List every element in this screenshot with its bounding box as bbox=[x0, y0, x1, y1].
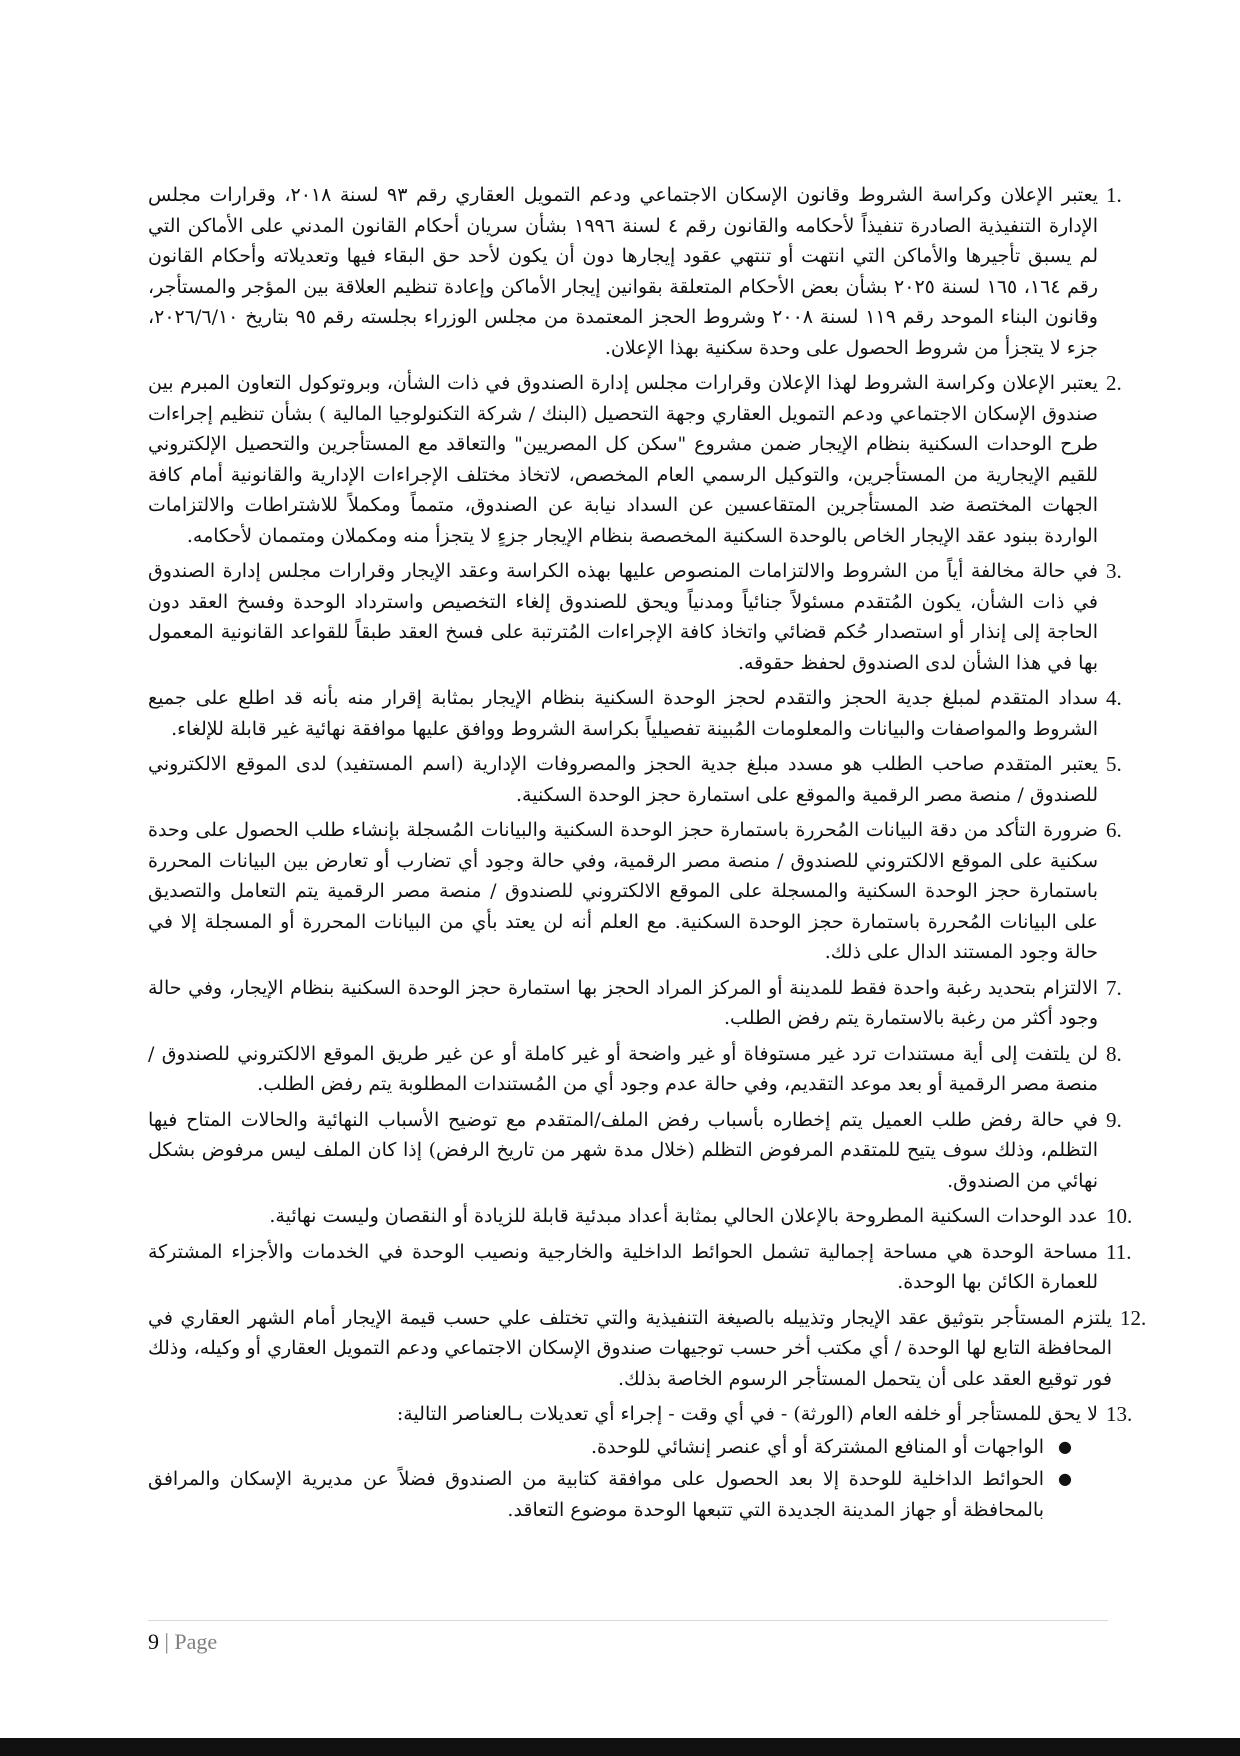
list-item bbox=[148, 180, 1148, 363]
page-number: 9 bbox=[148, 1629, 159, 1654]
item-number: 10. bbox=[1106, 1204, 1133, 1228]
list-item bbox=[148, 683, 1148, 744]
bullet-text: الواجهات أو المنافع المشتركة أو أي عنصر إنشائي للوحدة. bbox=[590, 1435, 1044, 1458]
item-number: 2. bbox=[1106, 371, 1122, 395]
list-item bbox=[148, 1237, 1148, 1298]
item-text: يعتبر المتقدم صاحب الطلب هو مسدد مبلغ جدية الحجز والمصروفات الإدارية (اسم المستفيد) لدى الموقع الالكتروني للصندوق / منصة مصر الرقمية والموقع على استمارة حجز الوحدة السكنية. bbox=[148, 753, 1098, 806]
bottom-border-bar bbox=[0, 1738, 1240, 1756]
item-text: ضرورة التأكد من دقة البيانات المُحررة باستمارة حجز الوحدة السكنية والبيانات المُسجلة بإنشاء طلب الحصول على وحدة سكنية على الموقع الالكتروني للصندوق / منصة مصر الرقمية، وفي حالة وجود أي تضارب أو تعارض بين البيانات المحررة باستمارة حجز الوحدة السكنية والمسجلة على الموقع الالكتروني للصندوق / منصة مصر الرقمية يتم التعامل والتصديق على البيانات المُحررة باستمارة حجز الوحدة السكنية. مع العلم أنه لن يعتد بأي من البيانات المحررة أو المسجلة إلا في حالة وجود المستند الدال على ذلك. bbox=[148, 819, 1098, 963]
bullet-icon: ● bbox=[1058, 1469, 1072, 1488]
bullet-item bbox=[148, 1432, 1072, 1463]
item-number: 5. bbox=[1106, 752, 1122, 776]
item-text: في حالة رفض طلب العميل يتم إخطاره بأسباب رفض الملف/المتقدم مع توضيح الأسباب النهائية والحالات المتاح فيها التظلم، وذلك سوف يتيح للمتقدم المرفوض التظلم (خلال مدة شهر من تاريخ الرفض) إذا كان الملف ليس مرفوض بشكل نهائي من الصندوق. bbox=[148, 1108, 1098, 1192]
item-text: يلتزم المستأجر بتوثيق عقد الإيجار وتذييله بالصيغة التنفيذية والتي تختلف علي حسب قيمة الإيجار أمام الشهر العقاري في المحافظة التابع لها الوحدة / أي مكتب أخر حسب توجيهات صندوق الإسكان الاجتماعي ودعم التمويل العقاري أو وكيله، وذلك فور توقيع العقد على أن يتحمل المستأجر الرسوم الخاصة بذلك. bbox=[148, 1306, 1112, 1390]
item-number: 12. bbox=[1120, 1305, 1147, 1330]
item-text: لا يحق للمستأجر أو خلفه العام (الورثة) - في أي وقت - إجراء أي تعديلات بـالعناصر التالية: bbox=[396, 1403, 1098, 1425]
footer-separator: | bbox=[159, 1629, 175, 1654]
item-text: في حالة مخالفة أياً من الشروط والالتزامات المنصوص عليها بهذه الكراسة وعقد الإيجار وقرارات مجلس إدارة الصندوق في ذات الشأن، يكون المُتقدم مسئولاً جنائياً ومدنياً ويحق للصندوق إلغاء التخصيص واسترداد الوحدة وفسخ العقد دون الحاجة إلى إنذار أو استصدار حُكم قضائي واتخاذ كافة الإجراءات المُترتبة على فسخ العقد طبقاً للقواعد القانونية المعمول بها في هذا الشأن لدى الصندوق لحفظ حقوقه. bbox=[148, 560, 1098, 674]
item-number: 8. bbox=[1106, 1041, 1122, 1066]
item-text: مساحة الوحدة هي مساحة إجمالية تشمل الحوائط الداخلية والخارجية ونصيب الوحدة في الخدمات والأجزاء المشتركة للعمارة الكائن بها الوحدة. bbox=[148, 1240, 1098, 1293]
list-item bbox=[148, 1105, 1148, 1197]
item-number: 7. bbox=[1106, 975, 1122, 1000]
item-number: 13. bbox=[1106, 1402, 1133, 1426]
list-item bbox=[148, 749, 1148, 810]
page-footer bbox=[148, 1620, 1108, 1655]
terms-list bbox=[148, 180, 1148, 1530]
item-text: الالتزام بتحديد رغبة واحدة فقط للمدينة أو المركز المراد الحجز بها استمارة حجز الوحدة السكنية بنظام الإيجار، وفي حالة وجود أكثر من رغبة بالاستمارة يتم رفض الطلب. bbox=[148, 976, 1098, 1029]
item-text: يعتبر الإعلان وكراسة الشروط وقانون الإسكان الاجتماعي ودعم التمويل العقاري رقم ٩٣ لسنة ٢٠١٨، وقرارات مجلس الإدارة التنفيذية الصادرة تنفيذاً لأحكامه والقانون رقم ٤ لسنة ١٩٩٦ بشأن سريان أحكام القانون المدني على الأماكن التي لم يسبق تأجيرها والأماكن التي انتهت أو تنتهي عقود إيجارها دون أن يكون لأحد حق البقاء فيها وتعديلاته وأحكام القانون رقم ١٦٤، ١٦٥ لسنة ٢٠٢٥ بشأن بعض الأحكام المتعلقة بقوانين إيجار الأماكن وإعادة تنظيم العلاقة بين المؤجر والمستأجر، وقانون البناء الموحد رقم ١١٩ لسنة ٢٠٠٨ وشروط الحجز المعتمدة من مجلس الوزراء بجلسته رقم ٩٥ بتاريخ ٢٠٢٦/٦/١٠، جزء لا يتجزأ من شروط الحصول على وحدة سكنية بهذا الإعلان. bbox=[148, 184, 1099, 359]
bullet-item bbox=[148, 1464, 1072, 1525]
sub-bullet-list bbox=[148, 1432, 1098, 1526]
list-item bbox=[148, 815, 1148, 968]
item-number: 6. bbox=[1106, 818, 1122, 842]
item-text: لن يلتفت إلى أية مستندات ترد غير مستوفاة أو غير واضحة أو غير كاملة أو عن غير طريق الموقع الالكتروني للصندوق / منصة مصر الرقمية أو بعد موعد التقديم، وفي حالة عدم وجود أي من المُستندات المطلوبة يتم رفض الطلب. bbox=[148, 1042, 1098, 1095]
item-text: يعتبر الإعلان وكراسة الشروط لهذا الإعلان وقرارات مجلس إدارة الصندوق في ذات الشأن، وبروتوكول التعاون المبرم بين صندوق الإسكان الاجتماعي ودعم التمويل العقاري وجهة التحصيل (البنك / شركة التكنولوجيا المالية ) بشأن تنظيم إجراءات طرح الوحدات السكنية بنظام الإيجار ضمن مشروع "سكن كل المصريين" والتعاقد مع المستأجرين والتحصيل الإلكتروني للقيم الإيجارية من المستأجرين، والتوكيل الرسمي العام المخصص، لاتخاذ مختلف الإجراءات الإدارية والقانونية أمام كافة الجهات المختصة ضد المستأجرين المتقاعسين عن السداد نيابة عن الصندوق، متمماً ومكملاً للاشتراطات والالتزامات الواردة ببنود عقد الإيجار الخاص بالوحدة السكنية المخصصة بنظام الإيجار جزءٍ لا يتجزأ منه ومكملان ومتممان لأحكامه. bbox=[148, 372, 1098, 547]
list-item bbox=[148, 1039, 1148, 1100]
item-number: 1. bbox=[1106, 183, 1122, 207]
list-item bbox=[148, 368, 1148, 551]
list-item bbox=[148, 1399, 1148, 1525]
list-item bbox=[148, 1201, 1148, 1232]
bullet-text: الحوائط الداخلية للوحدة إلا بعد الحصول على موافقة كتابية من الصندوق فضلاً عن مديرية الإسكان والمرافق بالمحافظة أو جهاز المدينة الجديدة التي تتبعها الوحدة موضوع التعاقد. bbox=[148, 1468, 1044, 1521]
item-number: 11. bbox=[1106, 1239, 1132, 1264]
item-number: 4. bbox=[1106, 686, 1122, 710]
list-item bbox=[148, 1303, 1148, 1395]
item-text: عدد الوحدات السكنية المطروحة بالإعلان الحالي بمثابة أعداد مبدئية قابلة للزيادة أو النقصان وليست نهائية. bbox=[269, 1205, 1098, 1227]
item-text: سداد المتقدم لمبلغ جدية الحجز والتقدم لحجز الوحدة السكنية بنظام الإيجار بمثابة إقرار منه بأنه قد اطلع على جميع الشروط والمواصفات والبيانات والمعلومات المُبينة تفصيلياً بكراسة الشروط ووافق عليها موافقة نهائية غير قابلة للإلغاء. bbox=[148, 687, 1098, 740]
item-number: 9. bbox=[1106, 1107, 1122, 1132]
item-number: 3. bbox=[1106, 559, 1122, 583]
list-item bbox=[148, 973, 1148, 1034]
list-item bbox=[148, 556, 1148, 678]
page-label: Page bbox=[174, 1629, 218, 1654]
bullet-icon: ● bbox=[1058, 1436, 1072, 1456]
